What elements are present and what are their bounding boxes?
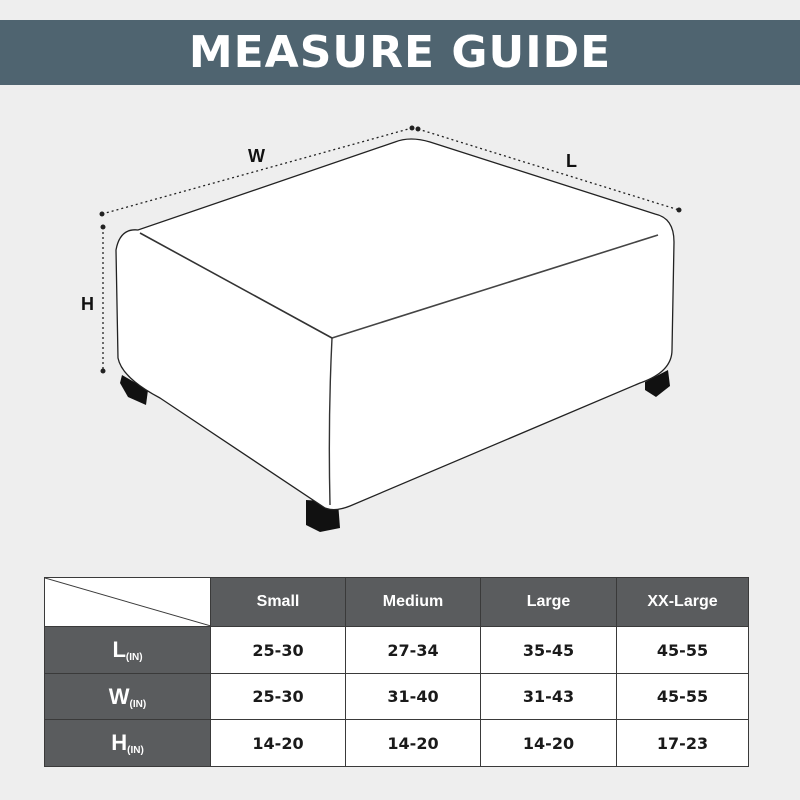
length-label: L xyxy=(566,151,577,171)
table-cell: 14-20 xyxy=(346,720,481,767)
page-title: MEASURE GUIDE xyxy=(188,26,612,78)
row-unit-label: (IN) xyxy=(125,652,143,663)
length-end-dot xyxy=(677,208,682,213)
table-cell: 17-23 xyxy=(617,720,749,767)
height-label: H xyxy=(81,294,94,314)
corner-diagonal xyxy=(45,578,211,626)
height-end-dot xyxy=(101,369,106,374)
table-row xyxy=(45,674,749,720)
table-row xyxy=(45,627,749,674)
row-dim-label: H xyxy=(111,730,128,755)
row-unit-label: (IN) xyxy=(127,745,144,756)
table-cell: 27-34 xyxy=(346,627,481,674)
row-dim-label: W xyxy=(108,683,130,709)
row-unit-label: (IN) xyxy=(129,698,147,710)
column-header-medium: Medium xyxy=(346,578,481,627)
size-table xyxy=(44,577,749,767)
width-end-dot xyxy=(410,126,415,131)
table-header-row xyxy=(45,578,749,627)
column-header-small: Small xyxy=(211,578,346,627)
height-end-dot xyxy=(101,225,106,230)
table-cell: 25-30 xyxy=(211,674,346,720)
table-cell: 31-43 xyxy=(481,674,617,720)
length-end-dot xyxy=(416,127,421,132)
table-cell: 25-30 xyxy=(211,627,346,674)
row-header-height xyxy=(45,720,211,767)
table-cell: 14-20 xyxy=(481,720,617,767)
row-dim-label: L xyxy=(112,637,126,662)
table-cell: 45-55 xyxy=(617,627,749,674)
column-header-xx-large: XX-Large xyxy=(617,578,749,627)
table-cell: 31-40 xyxy=(346,674,481,720)
width-end-dot xyxy=(100,212,105,217)
table-row xyxy=(45,720,749,767)
ottoman-diagram xyxy=(0,100,800,560)
header-banner xyxy=(0,20,800,85)
row-header-width xyxy=(45,674,211,720)
table-cell: 14-20 xyxy=(211,720,346,767)
column-header-large: Large xyxy=(481,578,617,627)
row-header-length xyxy=(45,627,211,674)
table-cell: 45-55 xyxy=(617,674,749,720)
table-cell: 35-45 xyxy=(481,627,617,674)
ottoman-body xyxy=(116,139,674,510)
width-label: W xyxy=(248,146,265,166)
table-corner-cell xyxy=(45,578,211,627)
